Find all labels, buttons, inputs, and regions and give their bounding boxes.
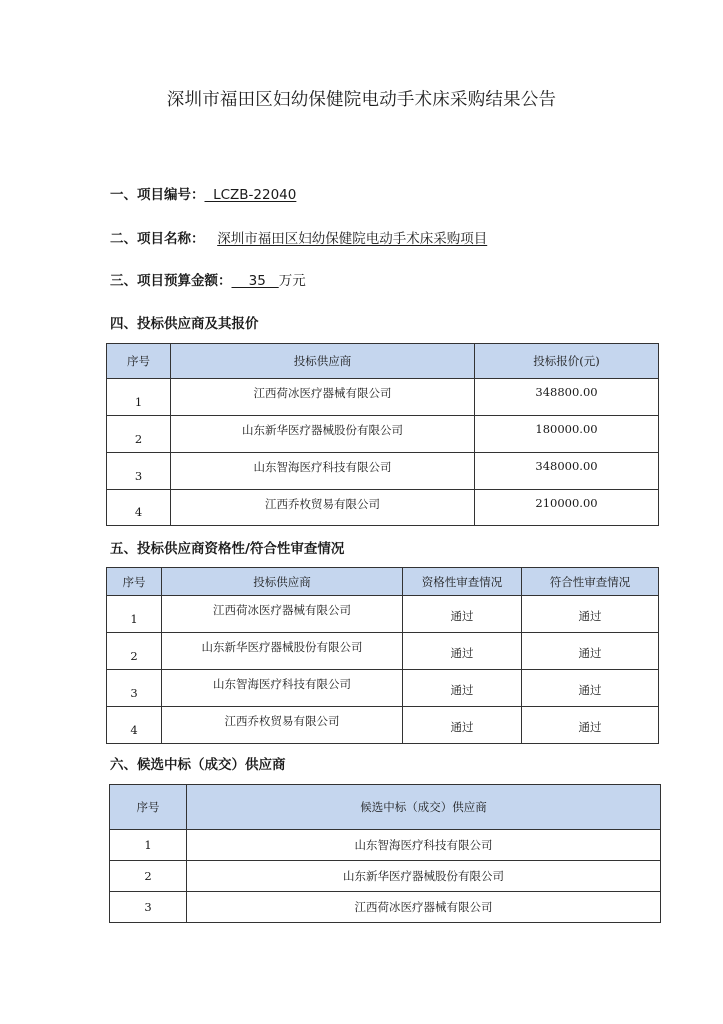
- budget-label: 三、项目预算金额：: [110, 273, 232, 289]
- qualification-status: 通过: [403, 670, 522, 707]
- supplier-name: 江西荷冰医疗器械有限公司: [187, 892, 661, 923]
- row-index: 4: [107, 490, 171, 526]
- supplier-name: 山东智海医疗科技有限公司: [171, 453, 475, 490]
- row-index: 1: [110, 830, 187, 861]
- project-name-value: 深圳市福田区妇幼保健院电动手术床采购项目: [217, 231, 488, 247]
- row-index: 4: [107, 707, 162, 744]
- candidates-header-index: 序号: [110, 785, 187, 830]
- qualification-status: 通过: [403, 596, 522, 633]
- review-header-compliance: 符合性审查情况: [522, 568, 659, 596]
- compliance-status: 通过: [522, 633, 659, 670]
- page-title: 深圳市福田区妇幼保健院电动手术床采购结果公告: [166, 90, 557, 110]
- supplier-name: 山东智海医疗科技有限公司: [187, 830, 661, 861]
- review-heading: 五、投标供应商资格性/符合性审查情况: [110, 541, 345, 557]
- table-row: [107, 416, 659, 453]
- bid-price: 348800.00: [475, 379, 659, 416]
- supplier-name: 江西荷冰医疗器械有限公司: [171, 379, 475, 416]
- table-row: [107, 490, 659, 526]
- row-index: 3: [107, 453, 171, 490]
- supplier-name: 山东新华医疗器械股份有限公司: [187, 861, 661, 892]
- budget-value: 35: [231, 273, 279, 289]
- budget-unit: 万元: [278, 273, 306, 289]
- supplier-name: 山东智海医疗科技有限公司: [162, 670, 403, 707]
- project-number-value: LCZB-22040: [204, 187, 297, 203]
- compliance-status: 通过: [522, 596, 659, 633]
- table-row: [107, 707, 659, 744]
- row-index: 1: [107, 379, 171, 416]
- project-number-label: 一、项目编号：: [110, 187, 205, 203]
- supplier-name: 山东新华医疗器械股份有限公司: [162, 633, 403, 670]
- bids-header-supplier: 投标供应商: [171, 344, 475, 379]
- table-row: [110, 861, 661, 892]
- table-row: [107, 596, 659, 633]
- qualification-status: 通过: [403, 633, 522, 670]
- candidates-table: [109, 784, 661, 923]
- bid-price: 348000.00: [475, 453, 659, 490]
- table-row: [107, 670, 659, 707]
- bids-header-index: 序号: [107, 344, 171, 379]
- row-index: 2: [107, 633, 162, 670]
- row-index: 3: [110, 892, 187, 923]
- table-row: [107, 453, 659, 490]
- compliance-status: 通过: [522, 707, 659, 744]
- supplier-name: 山东新华医疗器械股份有限公司: [171, 416, 475, 453]
- review-header-index: 序号: [107, 568, 162, 596]
- review-header-qualification: 资格性审查情况: [403, 568, 522, 596]
- review-table: [106, 567, 659, 744]
- bids-header-price: 投标报价(元): [475, 344, 659, 379]
- budget-line: [110, 269, 306, 289]
- row-index: 2: [110, 861, 187, 892]
- row-index: 1: [107, 596, 162, 633]
- supplier-name: 江西乔枚贸易有限公司: [162, 707, 403, 744]
- project-name-line: [110, 227, 487, 247]
- bid-price: 180000.00: [475, 416, 659, 453]
- row-index: 2: [107, 416, 171, 453]
- supplier-name: 江西荷冰医疗器械有限公司: [162, 596, 403, 633]
- compliance-status: 通过: [522, 670, 659, 707]
- candidates-header-supplier: 候选中标（成交）供应商: [187, 785, 661, 830]
- table-row: [107, 379, 659, 416]
- row-index: 3: [107, 670, 162, 707]
- project-name-label: 二、项目名称：: [110, 231, 205, 247]
- bids-heading: 四、投标供应商及其报价: [110, 316, 259, 332]
- table-row: [110, 892, 661, 923]
- bid-price: 210000.00: [475, 490, 659, 526]
- table-row: [110, 830, 661, 861]
- table-row: [107, 633, 659, 670]
- bids-table: [106, 343, 659, 526]
- project-number-line: [110, 183, 296, 203]
- supplier-name: 江西乔枚贸易有限公司: [171, 490, 475, 526]
- candidates-heading: 六、候选中标（成交）供应商: [110, 757, 286, 773]
- qualification-status: 通过: [403, 707, 522, 744]
- review-header-supplier: 投标供应商: [162, 568, 403, 596]
